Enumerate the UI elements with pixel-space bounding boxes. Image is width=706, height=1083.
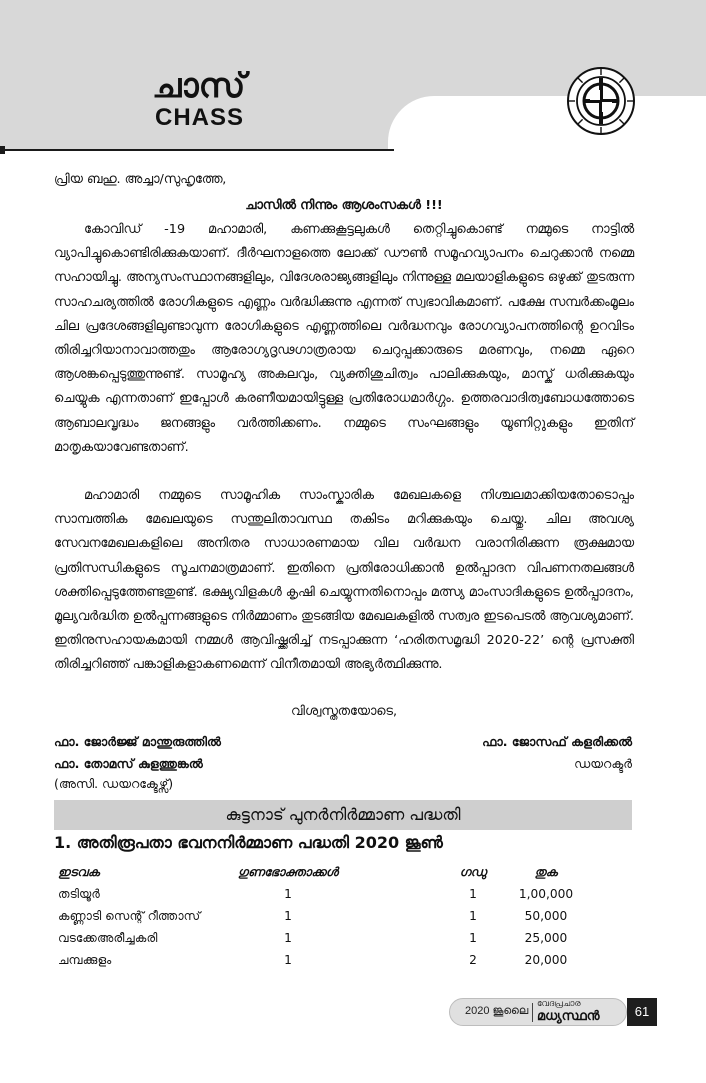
- footer-separator: [532, 1003, 533, 1022]
- page-number: 61: [627, 998, 657, 1026]
- table-cell-beneficiaries: 1: [284, 909, 292, 923]
- table-cell-installment: 1: [469, 887, 477, 901]
- letter-paragraph-1: കോവിഡ് -19 മഹാമാരി, കണക്കുകൂട്ടലുകൾ തെറ്റിച്ചുകൊണ്ട് നമ്മുടെ നാട്ടിൽ വ്യാപിച്ചുകൊണ്ടിരിക്കുകയാണ്. ദീർഘനാളത്തെ ലോക്ക് ഡൗൺ സമൂഹവ്യാപനം ചെറുക്കാൻ നമ്മെ സഹായിച്ചു. അന്യസംസ്ഥാനങ്ങളിലും, വിദേശരാജ്യങ്ങളിലും നിന്നുള്ള മലയാളികളുടെ ഒഴുക്ക് തുടരുന്ന സാഹചര്യത്തിൽ രോഗികളുടെ എണ്ണം വർദ്ധിക്കുന്നു എന്നത് സ്വഭാവികമാണ്. പക്ഷേ സമ്പർക്കംമൂലം ചില പ്രദേശങ്ങളിലുണ്ടാവുന്ന രോഗികളുടെ എണ്ണത്തിലെ വർദ്ധനവും രോഗവ്യാപനത്തിന്റെ ഉറവിടം തിരിച്ചറിയാനാവാത്തതും ആരോഗ്യദൃഢഗാത്രരായ ചെറുപ്പക്കാരുടെ മരണവും, നമ്മെ ഏറെ ആശങ്കപ്പെടുത്തുന്നുണ്ട്. സാമൂഹ്യ അകലവും, വ്യക്തിശുചിത്വം പാലിക്കുകയും, മാസ്ക് ധരിക്കുകയും ചെയ്യുക എന്നതാണ് ഇപ്പോൾ കരണീയമായിട്ടുള്ള പ്രതിരോധമാർഗ്ഗം. ഉത്തരവാദിത്വബോധത്തോടെ ആബാലവൃദ്ധം ജനങ്ങളും വർത്തിക്കണം. നമ്മുടെ സംഘങ്ങളും യൂണിറ്റുകളും ഇതിന് മാതൃകയാവേണ്ടതാണ്.: [54, 222, 634, 455]
- table-cell-parish: കണ്ണാടി സെന്റ് റീത്താസ്: [58, 909, 201, 923]
- page-title-english: CHASS: [155, 104, 245, 131]
- letter-greeting: ചാസിൽ നിന്നും ആശംസകൾ !!!: [245, 198, 443, 213]
- table-header-beneficiaries: ഗുണഭോക്താക്കൾ: [237, 865, 339, 879]
- table-header-row: [58, 863, 598, 885]
- section-title-bar: കുട്ടനാട് പുനർനിർമ്മാണ പദ്ധതി: [54, 800, 632, 830]
- table-header-parish: ഇടവക: [58, 865, 100, 879]
- signature-right-1: ഫാ. ജോസഫ് കളരിക്കൽ: [482, 734, 632, 749]
- letter-closing: വിശ്വസ്തതയോടെ,: [290, 704, 398, 719]
- signature-right-2: ഡയറക്ടർ: [574, 756, 632, 771]
- signature-left-1: ഫാ. ജോർജ്ജ് മാന്തുരുത്തിൽ: [54, 734, 221, 749]
- table-row: [58, 907, 598, 929]
- divider-marker: [0, 146, 5, 154]
- section-subheading: 1. അതിരൂപതാ ഭവനനിർമ്മാണ പദ്ധതി 2020 ജൂൺ: [54, 833, 443, 852]
- table-cell-beneficiaries: 1: [284, 931, 292, 945]
- signature-left-3: (അസി. ഡയറക്ടേഴ്സ്): [54, 776, 174, 791]
- table-cell-installment: 1: [469, 931, 477, 945]
- header-curve: [388, 96, 706, 166]
- footer-magazine-name: മധ്യസ്ഥൻ: [537, 1009, 600, 1024]
- table-row: [58, 885, 598, 907]
- table-cell-amount: 1,00,000: [518, 887, 574, 901]
- table-cell-installment: 2: [469, 953, 477, 967]
- footer-magazine-subtitle: വേദപ്രചാര: [537, 999, 581, 1009]
- beneficiary-table: [58, 863, 598, 973]
- table-cell-amount: 50,000: [524, 909, 568, 923]
- table-cell-amount: 25,000: [524, 931, 568, 945]
- table-cell-parish: തടിയൂർ: [58, 887, 100, 901]
- table-cell-parish: വടക്കേഅരീച്ചകരി: [58, 931, 158, 945]
- table-row: [58, 929, 598, 951]
- table-cell-amount: 20,000: [524, 953, 568, 967]
- table-row: [58, 951, 598, 973]
- table-cell-installment: 1: [469, 909, 477, 923]
- letter-paragraph-2: മഹാമാരി നമ്മുടെ സാമൂഹിക സാംസ്കാരിക മേഖലകളെ നിശ്ചലമാക്കിയതോടൊപ്പം സാമ്പത്തിക മേഖലയുടെ സന്തുലിതാവസ്ഥ തകിടം മറിക്കുകയും ചെയ്തു. ചില അവശ്യ സേവനമേഖലകളിലെ അനിതര സാധാരണമായ വില വർദ്ധന വരാനിരിക്കുന്ന രൂക്ഷമായ പ്രതിസന്ധികളുടെ സൂചനമാത്രമാണ്. ഇതിനെ പ്രതിരോധിക്കാൻ ഉൽപ്പാദന വിപണനതലങ്ങൾ ശക്തിപ്പെടുത്തേണ്ടതുണ്ട്. ഭക്ഷ്യവിളകൾ കൃഷി ചെയ്യുന്നതിനൊപ്പം മത്സ്യ മാംസാദികളുടെ ഉൽപ്പാദനം, മൂല്യവർദ്ധിത ഉൽപ്പന്നങ്ങളുടെ നിർമ്മാണം തുടങ്ങിയ മേഖലകളിൽ സത്വര ഇടപെടൽ ആവശ്യമാണ്. ഇതിനുസഹായകമായി നമ്മൾ ആവിഷ്ക്കരിച്ച് നടപ്പാക്കുന്ന ‘ഹരിതസമൃദ്ധി 2020-22’ ന്റെ പ്രസക്തി തിരിച്ചറിഞ്ഞ് പങ്കാളികളാകണമെന്ന് വിനീതമായി അഭ്യർത്ഥിക്കുന്നു.: [54, 488, 634, 673]
- table-header-installment: ഗഡു: [459, 865, 487, 879]
- table-cell-beneficiaries: 1: [284, 887, 292, 901]
- table-cell-parish: ചമ്പക്കുളം: [58, 953, 112, 967]
- footer-date: 2020 ജൂലൈ: [465, 1005, 529, 1017]
- table-header-amount: തുക: [534, 865, 558, 879]
- chass-logo-icon: [566, 66, 636, 136]
- letter-salutation: പ്രിയ ബഹു. അച്ചാ/സുഹൃത്തേ,: [54, 172, 227, 187]
- page-title-malayalam: ചാസ്: [152, 66, 246, 106]
- header-divider: [0, 149, 394, 151]
- table-cell-beneficiaries: 1: [284, 953, 292, 967]
- signature-left-2: ഫാ. തോമസ് കുളത്തുങ്കൽ: [54, 756, 203, 771]
